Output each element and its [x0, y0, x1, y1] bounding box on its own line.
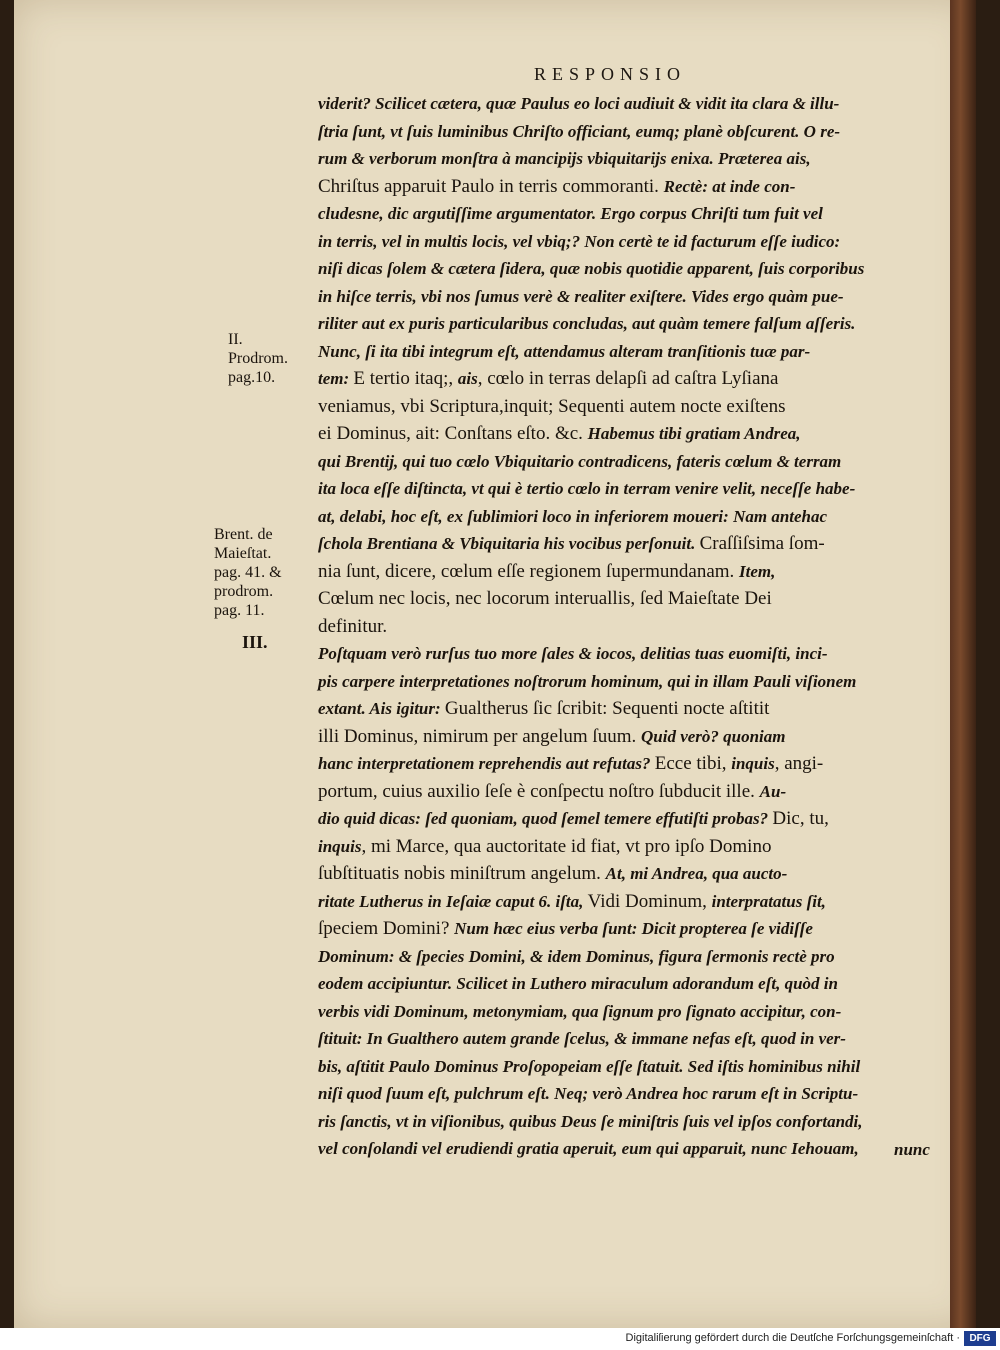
roman-run: ſpeciem Domini?: [318, 918, 455, 939]
text-line: [318, 310, 968, 338]
italic-run: extant. Ais igitur:: [318, 699, 445, 718]
roman-run: Craſſiſsima ſom-: [699, 533, 825, 554]
italic-run: pis carpere interpretationes noſtrorum hominum, qui in illam Pauli viſionem: [318, 671, 857, 691]
text-line: [318, 833, 968, 861]
text-line: [318, 888, 968, 916]
roman-run: Gualtherus ſic ſcribit: Sequenti nocte aſtitit: [444, 698, 770, 719]
text-line: [318, 118, 968, 146]
roman-run: ſubſtituatis nobis miniſtrum angelum.: [318, 863, 606, 884]
italic-run: Rectè: at inde con-: [663, 176, 796, 196]
roman-run: illi Dominus, nimirum per angelum ſuum.: [318, 725, 641, 747]
italic-run: ſtria ſunt, vt ſuis luminibus Chriſto officiant, eumq; planè obſcurent. O re-: [318, 121, 841, 141]
margin-note-line: Prodrom.: [228, 350, 288, 367]
roman-run: , mi Marce, qua auctoritate id fiat, vt pro ipſo Domino: [361, 835, 772, 857]
text-line: [318, 1108, 968, 1136]
italic-run: Num hæc eius verba ſunt: Dicit propterea ſe vidiſſe: [454, 919, 813, 938]
margin-note-ii: [228, 330, 288, 387]
margin-note-brentius: [214, 525, 282, 620]
text-line: [318, 90, 968, 118]
text-line: [318, 613, 968, 641]
italic-run: interpratatus ſit,: [711, 891, 826, 911]
italic-run: inquis: [318, 836, 362, 856]
italic-run: niſi dicas ſolem & cætera ſidera, quæ nobis quotidie apparent, ſuis corporibus: [318, 259, 865, 278]
margin-note-iii: [242, 633, 268, 652]
roman-run: Chriſtus apparuit Paulo in terris commoranti.: [318, 175, 664, 197]
margin-note-line: Maieſtat.: [214, 545, 272, 562]
margin-note-line: pag. 11.: [214, 602, 265, 619]
italic-run: verbis vidi Dominum, metonymiam, qua ſignum pro ſignato accipitur, con-: [318, 1001, 842, 1021]
text-line: [318, 475, 968, 503]
italic-run: Item,: [739, 561, 776, 581]
text-line: [318, 805, 968, 833]
text-line: [318, 750, 968, 778]
italic-run: viderit? Scilicet cætera, quæ Paulus eo loci audiuit & vidit ita clara & illu-: [318, 94, 840, 113]
italic-run: in terris, vel in multis locis, vel vbiq;? Non certè te id facturum eſſe iudico:: [318, 231, 841, 251]
text-line: [318, 145, 968, 173]
italic-run: niſi quod ſuum eſt, pulchrum eſt. Neq; verò Andrea hoc rarum eſt in Scriptu-: [318, 1084, 859, 1103]
italic-run: hanc interpretationem reprehendis aut refutas?: [318, 754, 655, 773]
italic-run: Au-: [759, 781, 787, 801]
roman-run: Ecce tibi,: [654, 753, 732, 774]
text-line: [318, 558, 968, 586]
footer-credit: Digitaliſierung gefördert durch die Deutſche Forſchungsgemeinſchaft ·: [625, 1332, 960, 1344]
italic-run: ris ſanctis, vt in viſionibus, quibus Deus ſe miniſtris ſuis vel ipſos confortandi,: [318, 1111, 863, 1131]
italic-run: ritate Lutherus in Ieſaiæ caput 6. iſta,: [318, 891, 588, 911]
text-line: [318, 998, 968, 1026]
roman-run: E tertio itaq;,: [353, 368, 458, 389]
roman-run: Vidi Dominum,: [587, 890, 712, 912]
roman-run: , angi-: [774, 753, 824, 774]
margin-note-line: Brent. de: [214, 526, 273, 543]
italic-run: ſchola Brentiana & Vbiquitaria his vocibus perſonuit.: [318, 534, 700, 553]
book-spine: [950, 0, 976, 1328]
roman-run: , cœlo in terras delapſi ad caſtra Lyſiana: [477, 368, 779, 389]
italic-run: inquis: [731, 754, 775, 773]
text-line: [318, 255, 968, 283]
text-line: [318, 420, 968, 448]
text-line: [318, 640, 968, 668]
roman-run: Cœlum nec locis, nec locorum interuallis, ſed Maieſtate Dei: [318, 588, 772, 609]
italic-run: rum & verborum monſtra à mancipijs vbiquitarijs enixa. Præterea ais,: [318, 149, 811, 168]
italic-run: in hiſce terris, vbi nos ſumus verè & realiter exiſtere. Vides ergo quàm pue-: [318, 286, 844, 306]
italic-run: vel conſolandi vel erudiendi gratia aperuit, eum qui apparuit, nunc Iehouam,: [318, 1139, 859, 1158]
margin-note-line: pag. 41. &: [214, 564, 282, 581]
roman-run: ei Dominus, ait: Conſtans eſto. &c.: [318, 423, 588, 444]
text-line: [318, 228, 968, 256]
italic-run: bis, aſtitit Paulo Dominus Proſopopeiam eſſe ſtatuit. Sed iſtis hominibus nihil: [318, 1056, 861, 1076]
italic-run: Habemus tibi gratiam Andrea,: [587, 424, 801, 443]
margin-note-line: prodrom.: [214, 583, 274, 600]
text-line: [318, 503, 968, 531]
italic-run: dio quid dicas: ſed quoniam, quod ſemel temere effutiſti probas?: [318, 809, 773, 828]
dfg-logo: DFG: [964, 1331, 996, 1346]
text-line: [318, 365, 968, 393]
margin-note-line: pag.10.: [228, 369, 276, 386]
roman-run: veniamus, vbi Scriptura,inquit; Sequenti autem nocte exiſtens: [318, 395, 786, 417]
text-line: [318, 668, 968, 696]
roman-run: Dic, tu,: [772, 808, 829, 829]
italic-run: Nunc, ſi ita tibi integrum eſt, attendamus alteram tranſitionis tuæ par-: [318, 341, 811, 361]
italic-run: eodem accipiuntur. Scilicet in Luthero miraculum adorandum eſt, quòd in: [318, 974, 838, 993]
text-line: [318, 338, 968, 366]
text-line: [318, 860, 968, 888]
text-line: [318, 970, 968, 998]
italic-run: qui Brentij, qui tuo cœlo Vbiquitario contradicens, fateris cœlum & terram: [318, 451, 842, 471]
book-page: [14, 0, 976, 1328]
italic-run: ſtituit: In Gualthero autem grande ſcelus, & immane nefas eſt, quod in ver-: [318, 1029, 846, 1048]
text-line: [318, 778, 968, 806]
margin-note-line: II.: [228, 331, 243, 348]
roman-run: definitur.: [318, 615, 388, 637]
italic-run: riliter aut ex puris particularibus concludas, aut quàm temere falſum aſſeris.: [318, 314, 856, 333]
text-line: [318, 915, 968, 943]
roman-run: portum, cuius auxilio ſeſe è conſpectu noſtro ſubducit ille.: [318, 780, 760, 802]
roman-run: nia ſunt, dicere, cœlum eſſe regionem ſupermundanam.: [318, 560, 740, 582]
body-text: [318, 90, 968, 1163]
text-line: [318, 1053, 968, 1081]
catchword: nunc: [894, 1140, 930, 1159]
italic-run: cludesne, dic argutiſſime argumentator. Ergo corpus Chriſti tum fuit vel: [318, 204, 823, 223]
italic-run: Dominum: & ſpecies Domini, & idem Dominus, figura ſermonis rectè pro: [318, 946, 835, 966]
text-line: [318, 585, 968, 613]
text-line: [318, 530, 968, 558]
text-line: [318, 1025, 968, 1053]
text-line: [318, 943, 968, 971]
text-line: [318, 200, 968, 228]
text-line: [318, 448, 968, 476]
text-line: [318, 1080, 968, 1108]
italic-run: ais: [457, 369, 478, 388]
text-line: [318, 393, 968, 421]
text-line: [318, 283, 968, 311]
text-line: [318, 1135, 968, 1163]
text-line: [318, 695, 968, 723]
text-line: [318, 723, 968, 751]
italic-run: at, delabi, hoc eſt, ex ſublimiori loco in inferiorem moueri: Nam antehac: [318, 506, 828, 526]
italic-run: At, mi Andrea, qua aucto-: [605, 864, 788, 883]
italic-run: tem:: [318, 369, 354, 388]
running-title: RESPONSIO: [534, 64, 687, 84]
italic-run: Quid verò? quoniam: [640, 726, 786, 746]
italic-run: Poſtquam verò rurſus tuo more ſales & iocos, delitias tuas euomiſti, inci-: [318, 644, 828, 663]
italic-run: ita loca eſſe diſtincta, vt qui è tertio cœlo in terram venire velit, neceſſe habe-: [318, 479, 856, 498]
text-line: [318, 173, 968, 201]
footer-bar: [0, 1328, 1000, 1350]
margin-note-line: III.: [242, 632, 268, 652]
